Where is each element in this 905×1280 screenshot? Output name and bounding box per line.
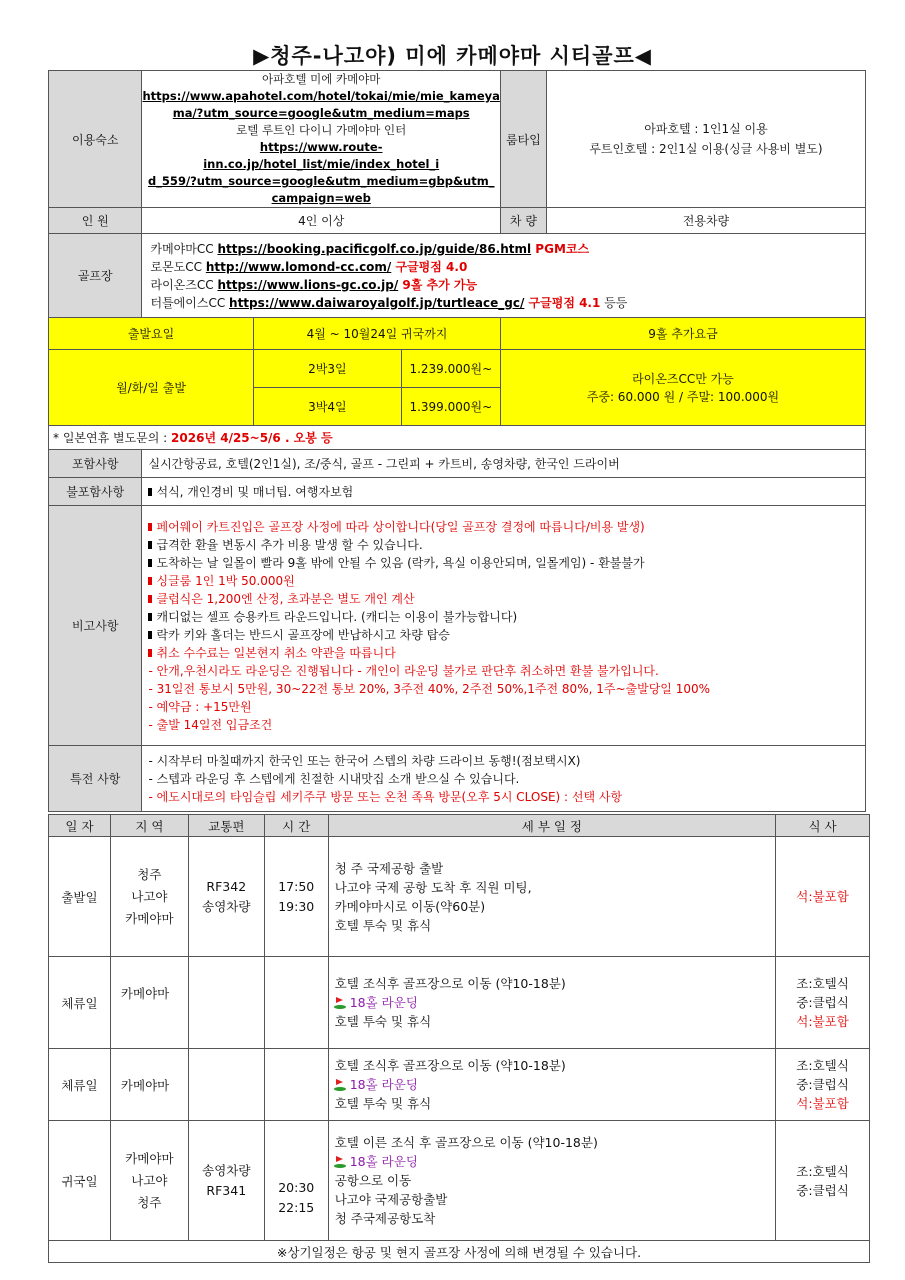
itinerary-detail-line: 카메야마시로 이동(약60분): [334, 898, 486, 914]
itinerary-region-line: 카메야마: [125, 910, 174, 926]
golf-course-item: 로몬도CC http://www.lomond-cc.com/ 구글평점 4.0: [150, 259, 468, 274]
itinerary-detail: [328, 837, 775, 957]
itinerary-transport: [188, 1049, 264, 1121]
remark-item: 취소 수수료는 일본현지 취소 약관을 따릅니다: [148, 644, 865, 662]
included-label: 포함사항: [49, 450, 142, 478]
remarks-label: 비고사항: [49, 506, 142, 746]
room-type-1: 아파호텔 : 1인1실 이용: [644, 122, 768, 136]
itinerary-detail-line: 호텔 조식후 골프장으로 이동 (약10-18분): [334, 1058, 566, 1073]
itinerary-detail-line: 호텔 투숙 및 휴식: [334, 1096, 432, 1111]
itinerary-time-line: 20:30: [278, 1180, 315, 1195]
special-item: - 시작부터 마칠때까지 한국인 또는 한국어 스텝의 차량 드라이브 동행!(점보택시X): [148, 753, 581, 768]
itinerary-region-line: 카메야마: [125, 1150, 174, 1166]
itinerary-day: 출발일: [49, 837, 111, 957]
itinerary-detail: [328, 957, 775, 1049]
room-type-label: 룸타입: [500, 71, 546, 208]
itinerary-time: [264, 1049, 328, 1121]
people-label: 인 원: [49, 208, 142, 234]
golf-course-link[interactable]: https://www.lions-gc.co.jp/: [217, 277, 399, 292]
itinerary-detail-line: 호텔 투숙 및 휴식: [334, 1014, 432, 1029]
page-title: ▶청주-나고야) 미에 카메야마 시티골프◀: [253, 44, 652, 68]
depart-label: 출발요일: [49, 318, 254, 350]
meal-item: 조:호텔식: [796, 1163, 849, 1179]
itinerary-region-line: 나고야: [131, 888, 168, 904]
car-label: 차 량: [500, 208, 546, 234]
golf-course-item: 터틀에이스CC https://www.daiwaroyalgolf.jp/turtleace_gc/ 구글평점 4.1 등등: [150, 295, 628, 310]
itinerary-row: [49, 1121, 870, 1241]
extra-9hole-label: 9홀 추가요금: [500, 318, 865, 350]
itinerary-detail-line: 공항으로 이동: [334, 1173, 412, 1188]
included-value: 실시간항공료, 호텔(2인1실), 조/중식, 골프 - 그린피 + 카트비, 송영차량, 한국인 드라이버: [142, 450, 866, 478]
itinerary-row: [49, 837, 870, 957]
meal-item: 석:불포함: [796, 889, 849, 904]
itinerary-detail-line: 청 주국제공항도착: [334, 1211, 436, 1226]
itinerary-header-cell: 식 사: [776, 815, 870, 837]
remark-item: 싱글룸 1인 1박 50.000원: [148, 572, 865, 590]
itinerary-detail-line: 18홀 라운딩: [335, 993, 775, 1012]
itinerary-header-cell: 일 자: [49, 815, 111, 837]
special-label: 특전 사항: [49, 746, 142, 812]
itinerary-transport: [188, 1121, 264, 1241]
itinerary-meals: [776, 1049, 870, 1121]
excluded-label: 불포함사항: [49, 478, 142, 506]
itinerary-meals: [776, 1121, 870, 1241]
itinerary-detail-line: 18홀 라운딩: [335, 1075, 775, 1094]
itinerary-row: [49, 1049, 870, 1121]
golf-course-link[interactable]: http://www.lomond-cc.com/: [205, 259, 392, 274]
depart-days: 월/화/일 출발: [49, 350, 254, 426]
itinerary-time-line: 19:30: [278, 898, 315, 914]
price-2n3d: 1.239.000원~: [401, 350, 500, 388]
room-type-cell: [546, 71, 865, 208]
itinerary-row: [49, 957, 870, 1049]
golf-flag-icon: [335, 997, 346, 1009]
hotel2-link[interactable]: https://www.route-inn.co.jp/hotel_list/mie/index_hotel_i d_559/?utm_source=google&utm_medium=gbp&utm_ campaign=web: [147, 140, 495, 205]
hotel1-link[interactable]: https://www.apahotel.com/hotel/tokai/mie/mie_kameya ma/?utm_source=google&utm_medium=maps: [142, 89, 500, 120]
remark-item: 클럽식은 1,200엔 산정, 초과분은 별도 개인 계산: [148, 590, 865, 608]
excluded-value: 석식, 개인경비 및 매너팁. 여행자보험: [142, 478, 866, 506]
itinerary-transport-line: 송영차량: [202, 1162, 251, 1178]
remark-item: 도착하는 날 일몰이 빨라 9홀 밖에 안될 수 있음 (락카, 욕실 이용안되며, 일몰게임) - 환불불가: [148, 554, 865, 572]
itinerary-time: [264, 957, 328, 1049]
itinerary-detail: [328, 1049, 775, 1121]
itinerary-detail: [328, 1121, 775, 1241]
itinerary-detail-line: 청 주 국제공항 출발: [334, 860, 444, 876]
remark-item: 급격한 환율 변동시 추가 비용 발생 할 수 있습니다.: [148, 536, 865, 554]
extra-9hole-price: [500, 350, 865, 426]
itinerary-day: 체류일: [49, 1049, 111, 1121]
plan-3n4d: 3박4일: [254, 388, 402, 426]
itinerary-detail-line: 18홀 라운딩: [335, 1152, 775, 1171]
itinerary-time-line: 22:15: [278, 1200, 315, 1215]
meal-item: 중:클럽식: [796, 995, 849, 1010]
golf-flag-icon: [335, 1079, 346, 1091]
remark-item: - 출발 14일전 입금조건: [148, 717, 273, 732]
itinerary-transport-line: RF341: [206, 1182, 247, 1198]
hotel1-name: 아파호텔 미에 카메야마: [262, 72, 381, 86]
meal-item: 석:불포함: [796, 1096, 849, 1111]
itinerary-region-line: 청주: [137, 866, 162, 882]
itinerary-detail-line: 호텔 이른 조식 후 골프장으로 이동 (약10-18분): [334, 1135, 598, 1150]
itinerary-meals: [776, 837, 870, 957]
meal-item: 중:클럽식: [796, 1077, 849, 1092]
itinerary-region: [110, 1049, 188, 1121]
itinerary-region: [110, 837, 188, 957]
car-value: 전용차량: [546, 208, 865, 234]
remark-item: - 안개,우천시라도 라운딩은 진행됩니다 - 개인이 라운딩 불가로 판단후 취소하면 환불 불가입니다.: [148, 663, 659, 678]
itinerary-detail-line: 나고야 국제공항출발: [334, 1192, 448, 1207]
golf-course-item: 라이온즈CC https://www.lions-gc.co.jp/ 9홀 추가 가능: [150, 277, 478, 292]
itinerary-transport: [188, 837, 264, 957]
itinerary-region: [110, 1121, 188, 1241]
period-value: 4월 ~ 10월24일 귀국까지: [254, 318, 501, 350]
golf-label: 골프장: [49, 234, 142, 318]
itinerary-meals: [776, 957, 870, 1049]
lodging-cell: [142, 71, 500, 208]
special-list: [142, 746, 866, 812]
extra-9hole-fee: 주중: 60.000 원 / 주말: 100.000원: [586, 389, 780, 404]
itinerary-region: [110, 957, 188, 1049]
remark-item: 락카 키와 홀더는 반드시 골프장에 반납하시고 차량 탑승: [148, 626, 865, 644]
special-item: - 에도시대로의 타임슬립 세키주쿠 방문 또는 온천 족욕 방문(오후 5시 CLOSE) : 선택 사항: [148, 789, 623, 804]
info-table: [48, 70, 866, 812]
remark-item: - 31일전 통보시 5만원, 30~22전 통보 20%, 3주전 40%, 2주전 50%,1주전 80%, 1주~출발당일 100%: [148, 681, 710, 696]
itinerary-header-cell: 지 역: [110, 815, 188, 837]
itinerary-time: [264, 1121, 328, 1241]
itinerary-detail-line: 호텔 투숙 및 휴식: [334, 917, 432, 933]
remark-item: 캐디없는 셀프 승용카트 라운드입니다. (캐디는 이용이 불가능합니다): [148, 608, 865, 626]
hotel2-name: 로텔 루트인 다이니 가메야마 인터: [236, 123, 407, 137]
itinerary-detail-line: 호텔 조식후 골프장으로 이동 (약10-18분): [334, 976, 566, 991]
itinerary-time: [264, 837, 328, 957]
itinerary-region-line: 카메야마: [120, 986, 170, 1001]
itinerary-detail-line: 나고야 국제 공항 도착 후 직원 미팅,: [334, 879, 532, 895]
itinerary-day: 귀국일: [49, 1121, 111, 1241]
meal-item: 조:호텔식: [796, 976, 849, 991]
meal-item: 중:클럽식: [796, 1182, 849, 1198]
remark-item: - 예약금 : +15만원: [148, 699, 252, 714]
golf-course-link[interactable]: https://www.daiwaroyalgolf.jp/turtleace_gc/: [229, 295, 525, 310]
itinerary-header-cell: 시 간: [264, 815, 328, 837]
itinerary-time-line: 17:50: [278, 878, 315, 894]
golf-course-item: 카메야마CC https://booking.pacificgolf.co.jp/guide/86.html PGM코스: [150, 241, 590, 256]
itinerary-header-cell: 세 부 일 정: [328, 815, 775, 837]
holiday-note: * 일본연휴 별도문의 : 2026년 4/25~5/6 . 오봉 등: [49, 426, 866, 450]
meal-item: 석:불포함: [796, 1014, 849, 1029]
extra-9hole-note: 라이온즈CC만 가능: [632, 371, 734, 386]
itinerary-footer: ※상기일정은 항공 및 현지 골프장 사정에 의해 변경될 수 있습니다.: [49, 1241, 870, 1263]
remark-item: 페어웨이 카트진입은 골프장 사정에 따라 상이합니다(당일 골프장 결정에 따릅니다/비용 발생): [148, 518, 865, 536]
itinerary-day: 체류일: [49, 957, 111, 1049]
golf-course-link[interactable]: https://booking.pacificgolf.co.jp/guide/86.html: [217, 241, 532, 256]
itinerary-transport-line: RF342: [206, 878, 247, 894]
itinerary-region-line: 청주: [137, 1194, 162, 1210]
special-item: - 스텝과 라운딩 후 스텝에게 친절한 시내맛집 소개 받으실 수 있습니다.: [148, 771, 520, 786]
itinerary-transport: [188, 957, 264, 1049]
golf-courses: [142, 234, 866, 318]
itinerary-header-cell: 교통편: [188, 815, 264, 837]
itinerary-transport-line: 송영차량: [202, 898, 251, 914]
plan-2n3d: 2박3일: [254, 350, 402, 388]
remarks-list: [142, 506, 866, 746]
meal-item: 조:호텔식: [796, 1058, 849, 1073]
lodging-label: 이용숙소: [49, 71, 142, 208]
room-type-2: 루트인호텔 : 2인1실 이용(싱글 사용비 별도): [589, 142, 823, 156]
price-3n4d: 1.399.000원~: [401, 388, 500, 426]
itinerary-table: [48, 814, 870, 1263]
itinerary-region-line: 나고야: [131, 1172, 168, 1188]
people-value: 4인 이상: [142, 208, 500, 234]
golf-flag-icon: [335, 1156, 346, 1168]
itinerary-region-line: 카메야마: [120, 1078, 170, 1093]
